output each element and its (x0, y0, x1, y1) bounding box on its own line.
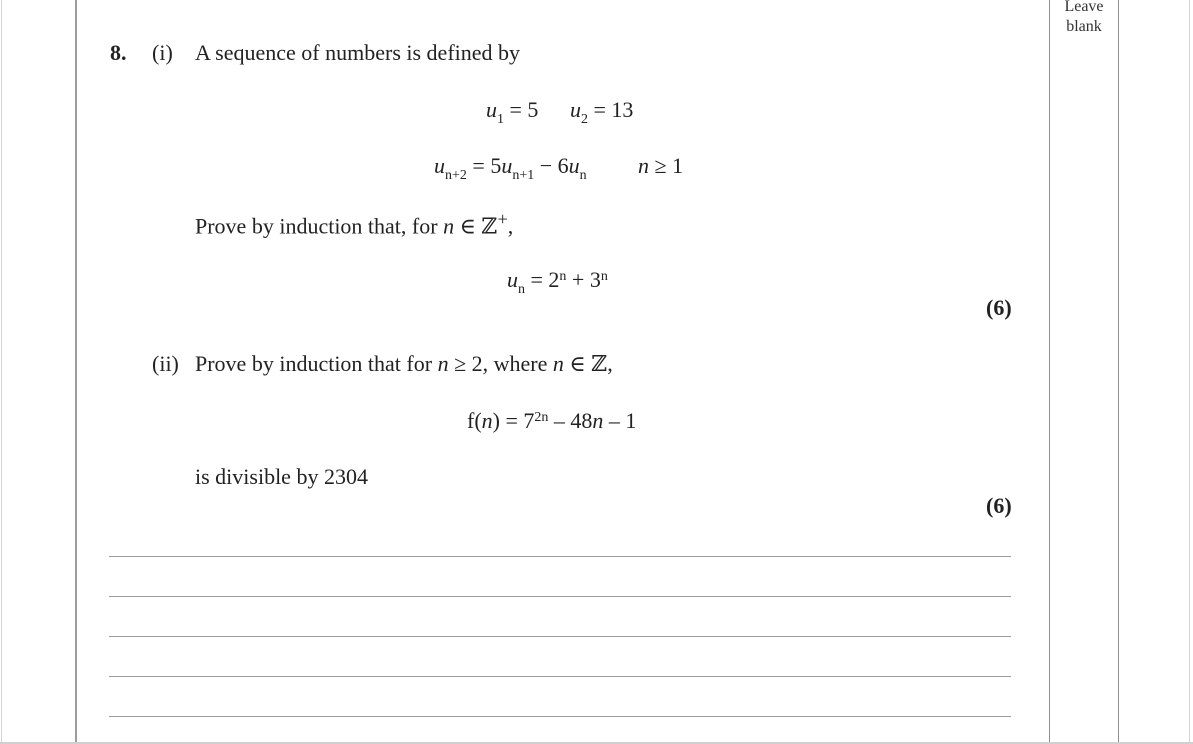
leave-word: Leave (1064, 0, 1104, 15)
n-symbol: n (592, 408, 604, 433)
recurrence-relation (434, 153, 587, 183)
subscript-n-plus-2: n+2 (445, 168, 467, 183)
integer-set: ∈ ℤ (459, 213, 498, 239)
u1-value: = 5 (509, 97, 539, 122)
result-equals: = 2 (530, 267, 560, 292)
answer-line[interactable] (109, 676, 1011, 677)
part-i-prove-statement (195, 209, 513, 239)
superscript-2n: 2n (534, 410, 549, 425)
margin-column-left-border (1049, 0, 1050, 744)
initial-term-u2 (570, 97, 634, 127)
positive-superscript: + (497, 209, 508, 229)
u-symbol: u (570, 97, 581, 122)
u-symbol: u (568, 153, 580, 178)
u-symbol: u (501, 153, 513, 178)
answer-line[interactable] (109, 596, 1011, 597)
page-edge-left (1, 0, 2, 744)
result-plus: + 3 (571, 267, 601, 292)
answer-line[interactable] (109, 636, 1011, 637)
u-symbol: u (507, 267, 518, 292)
page-border-left (75, 0, 77, 744)
n-symbol: n (437, 351, 449, 376)
superscript-n: n (559, 269, 567, 284)
part-ii-divisible-text: is divisible by 2304 (195, 464, 368, 489)
prove-text: Prove by induction that, for (195, 213, 438, 239)
answer-line[interactable] (109, 556, 1011, 557)
margin-column-right-border (1118, 0, 1119, 744)
n-symbol: n (638, 153, 649, 178)
u2-value: = 13 (593, 97, 634, 122)
page-edge-right (1189, 0, 1190, 744)
f-open: f( (467, 408, 482, 433)
condition-text: ≥ 1 (654, 153, 684, 178)
blank-word: blank (1066, 18, 1102, 35)
condition-text: ≥ 2, where (454, 351, 548, 376)
part-i-intro: A sequence of numbers is defined by (195, 40, 521, 65)
f-equals-seven: ) = 7 (492, 408, 535, 433)
prove-comma: , (507, 213, 514, 239)
u-symbol: u (486, 97, 497, 122)
part-ii-label: (ii) (152, 351, 179, 376)
part-ii-prove-statement (195, 351, 613, 377)
prove-text: Prove by induction that for (195, 351, 433, 376)
initial-term-u1 (486, 97, 539, 127)
n-symbol: n (481, 408, 493, 433)
subscript-n: n (518, 282, 525, 297)
n-symbol: n (443, 213, 455, 239)
subscript-1: 1 (497, 112, 504, 127)
leave-blank-label (1050, 0, 1118, 37)
question-number: 8. (110, 40, 127, 65)
recurrence-condition (638, 153, 683, 179)
superscript-n: n (600, 269, 608, 284)
subscript-2: 2 (581, 112, 588, 127)
part-i-label: (i) (152, 40, 173, 65)
subscript-n-plus-1: n+1 (512, 168, 535, 183)
part-i-result-equation (507, 267, 608, 297)
part-i-marks: (6) (986, 295, 1012, 320)
subscript-n: n (579, 168, 587, 183)
part-ii-marks: (6) (986, 493, 1012, 518)
recurrence-equals: = 5 (472, 153, 502, 178)
n-symbol: n (552, 351, 564, 376)
integer-set: ∈ ℤ, (569, 351, 613, 376)
u-symbol: u (434, 153, 445, 178)
part-ii-function (467, 408, 636, 434)
f-minus-48: – 48 (553, 408, 593, 433)
f-minus-1: – 1 (608, 408, 637, 433)
answer-line[interactable] (109, 716, 1011, 717)
recurrence-minus: − 6 (539, 153, 569, 178)
